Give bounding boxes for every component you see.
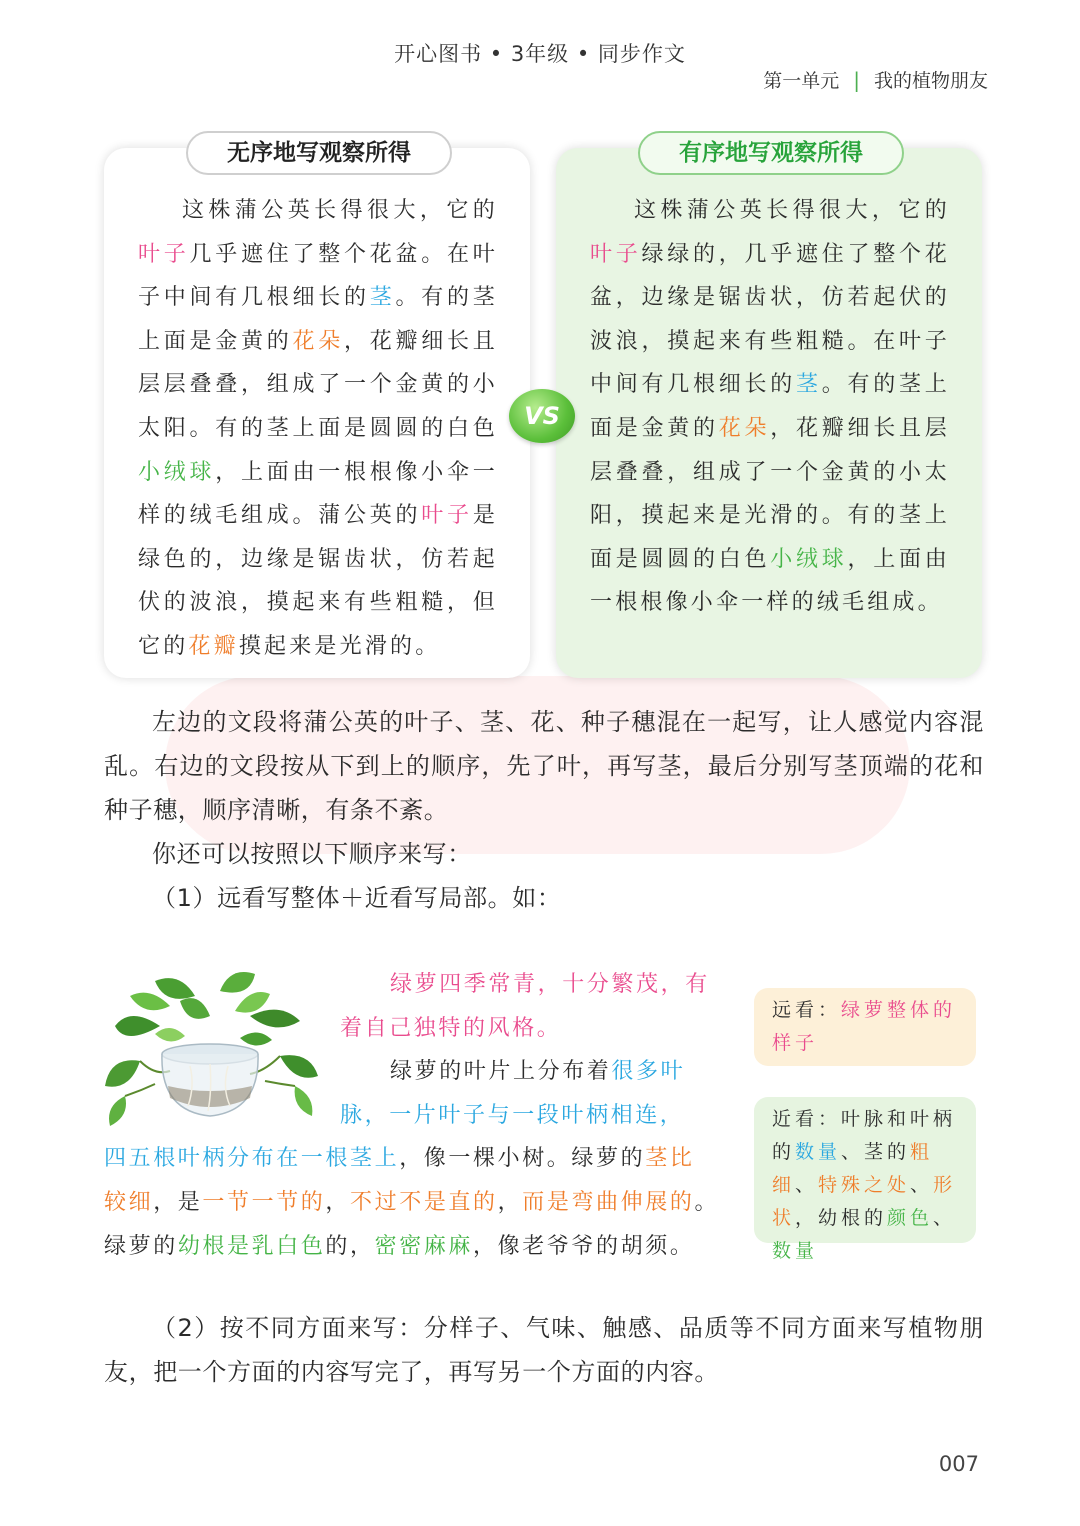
analysis-section — [104, 700, 984, 920]
highlight-green: 小绒球 — [770, 546, 848, 572]
highlight-blue: 茎 — [796, 372, 822, 398]
glass-pot — [162, 1044, 258, 1116]
example-line — [104, 1181, 719, 1225]
example-line — [104, 1137, 694, 1181]
method-2-paragraph: （2）按不同方面来写：分样子、气味、触感、品质等不同方面来写植物朋友，把一个方面的内容写完了，再写另一个方面的内容。 — [104, 1314, 984, 1386]
text-run: 是绿色的，边缘是锯齿状，仿若起伏的波浪，摸起来有些粗糙，但它的 — [138, 503, 499, 659]
vs-badge: VS — [509, 389, 575, 443]
text-run: 。有的茎上面是金黄的 — [590, 372, 950, 441]
highlight-orange: 花朵 — [292, 328, 345, 354]
highlight-pink: 着自己独特的风格。 — [340, 1016, 562, 1041]
disordered-card-text — [138, 189, 498, 669]
text-run: 的， — [325, 1234, 375, 1259]
text-run: ，是 — [153, 1190, 203, 1215]
far-view-note — [754, 988, 976, 1066]
intro-line: 你还可以按照以下顺序来写： — [152, 840, 472, 868]
highlight-orange: 特殊之处 — [818, 1174, 911, 1196]
text-run: ，像老爷爷的胡须。 — [473, 1234, 695, 1259]
text-run: 远看： — [772, 999, 842, 1021]
highlight-green: 颜色 — [887, 1207, 934, 1229]
unit-separator: | — [853, 67, 860, 92]
text-run: 这株蒲公英长得很大，它的 — [634, 198, 950, 223]
highlight-green: 幼根是乳白色 — [177, 1234, 326, 1259]
highlight-blue: 很多叶 — [611, 1059, 686, 1084]
highlight-blue: 四五根叶柄分布在一根茎上 — [104, 1146, 400, 1171]
highlight-orange: 而是弯曲伸展的 — [522, 1190, 695, 1215]
highlight-green: 小绒球 — [138, 459, 216, 485]
text-run: ，花瓣细长且层层叠叠，组成了一个金黄的小太阳。有的茎上面是圆圆的白色 — [138, 328, 499, 441]
highlight-pink: 叶子 — [590, 241, 642, 267]
highlight-orange: 一节一节的 — [202, 1190, 326, 1215]
highlight-pink: 绿萝四季常青，十分繁茂，有 — [390, 972, 710, 997]
text-run: 绿萝的叶片上分布着 — [390, 1059, 612, 1084]
highlight-blue: 数量 — [795, 1141, 842, 1163]
highlight-pink: 叶子 — [138, 241, 190, 267]
highlight-orange: 较细 — [104, 1190, 154, 1215]
text-run: ，花瓣细长且层层叠叠，组成了一个金黄的小太阳，摸起来是光滑的。有的茎上面是圆圆的白色 — [590, 415, 950, 572]
text-run: 、茎的 — [841, 1141, 911, 1163]
ordered-card-title: 有序地写观察所得 — [638, 131, 904, 175]
page-number: 007 — [938, 1452, 979, 1476]
text-run: ，幼根的 — [795, 1207, 888, 1229]
highlight-orange: 形状 — [772, 1174, 957, 1229]
text-run: ， — [497, 1190, 523, 1215]
ordered-paragraph — [590, 189, 950, 625]
text-run: 绿绿的，几乎遮住了整个花盆，边缘是锯齿状，仿若起伏的波浪，摸起来有些粗糙。在叶子中间有几根细长的 — [590, 241, 950, 398]
example-line — [340, 1094, 684, 1138]
text-run: 近看：叶脉和叶柄的 — [772, 1108, 957, 1163]
highlight-green: 密密麻麻 — [374, 1234, 474, 1259]
highlight-blue: 脉，一片叶子与一段叶柄相连， — [340, 1103, 685, 1128]
highlight-orange: 粗细 — [772, 1141, 934, 1196]
highlight-blue: 茎 — [369, 285, 396, 311]
book-title: 开心图书 • 3年级 • 同步作文 — [394, 42, 686, 66]
disordered-card-title: 无序地写观察所得 — [186, 131, 452, 175]
example-line — [390, 963, 710, 1007]
example-line — [104, 1225, 694, 1269]
text-run: 、 — [795, 1174, 819, 1196]
near-view-note — [754, 1097, 976, 1262]
unit-title: 我的植物朋友 — [873, 70, 988, 92]
text-run: 、 — [933, 1207, 957, 1229]
text-run: ， — [325, 1190, 351, 1215]
text-run: ，上面由一根根像小伞一样的绒毛组成。蒲公英的 — [138, 459, 498, 529]
example-line — [390, 1050, 685, 1094]
highlight-pink: 绿萝整体的样子 — [772, 999, 957, 1054]
text-run: 这株蒲公英长得很大，它的 — [182, 198, 498, 223]
highlight-orange: 不过不是直的 — [350, 1190, 498, 1215]
highlight-orange: 茎比 — [645, 1146, 695, 1171]
text-run: ，像一棵小树。绿萝的 — [399, 1146, 646, 1171]
pothos-plant-illustration — [100, 966, 322, 1134]
text-run: ，上面由一根根像小伞一样的绒毛组成。 — [590, 546, 950, 616]
method-2-section — [104, 1306, 984, 1394]
highlight-orange: 花朵 — [718, 415, 771, 441]
highlight-pink: 叶子 — [421, 503, 473, 529]
near-view-note-text — [772, 1103, 966, 1268]
text-run: 。 — [694, 1190, 720, 1215]
text-run: 摸起来是光滑的。 — [238, 633, 441, 659]
disordered-paragraph — [138, 189, 498, 669]
unit-header — [763, 66, 988, 93]
text-run: 、 — [910, 1174, 934, 1196]
text-run: 。有的茎上面是金黄的 — [138, 285, 499, 354]
text-run: 绿萝的 — [104, 1234, 178, 1259]
text-run: 几乎遮住了整个花盆。在叶子中间有几根细长的 — [138, 241, 498, 311]
ordered-card-text — [590, 189, 950, 625]
highlight-green: 数量 — [772, 1240, 819, 1262]
unit-label: 第一单元 — [763, 70, 840, 92]
method-1-heading: （1）远看写整体＋近看写局部。如： — [152, 884, 562, 912]
analysis-paragraph: 左边的文段将蒲公英的叶子、茎、花、种子穗混在一起写，让人感觉内容混乱。右边的文段按从下到上的顺序，先了叶，再写茎，最后分别写茎顶端的花和种子穗，顺序清晰，有条不紊。 — [104, 708, 984, 824]
far-view-note-text — [772, 994, 966, 1060]
highlight-orange: 花瓣 — [188, 633, 239, 659]
example-line — [340, 1007, 561, 1051]
